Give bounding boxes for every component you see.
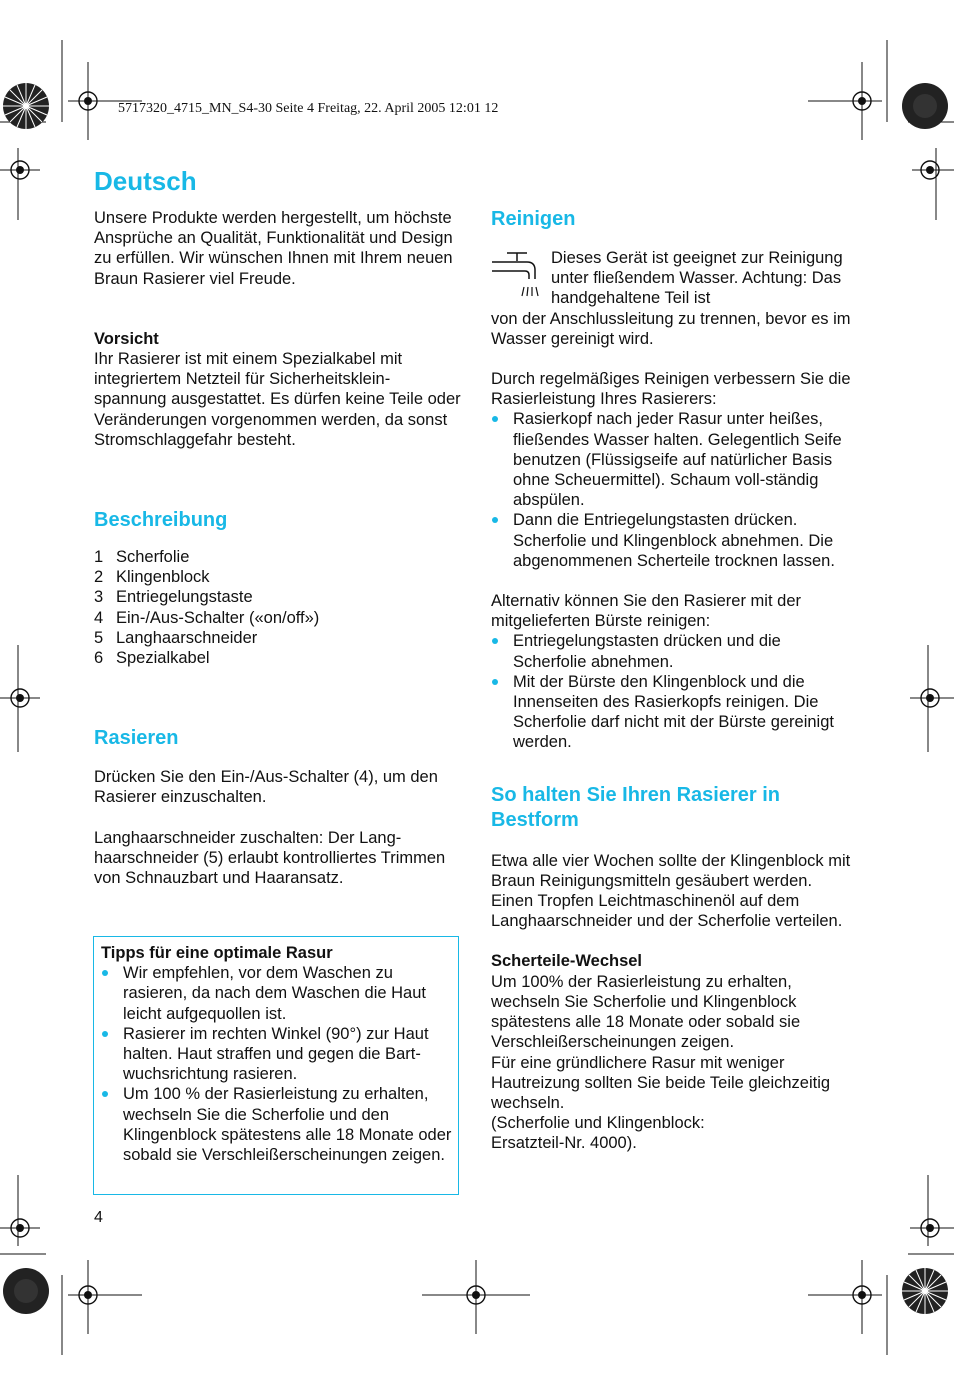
cleaning-heading: Reinigen [491,208,576,230]
list-item: Um 100 % der Rasierleistung zu erhalten, wechseln Sie die Scherfolie und den Klingenblock spätestens alle 18 Monate oder sobald sie Verschleißerscheinungen zeigen. [101,1084,453,1165]
intro-paragraph: Unsere Produkte werden hergestellt, um höchste Ansprüche an Qualität, Funktionalität und Design zu erfüllen. Wir wünschen Ihnen mit Ihrem neuen Braun Rasierer viel Freude. [94,209,453,288]
shaving-paragraph: Drücken Sie den Ein-/Aus-Schalter (4), um den Rasierer einzuschalten. [94,768,438,807]
list-item: Wir empfehlen, vor dem Waschen zu rasieren, da nach dem Waschen die Haut leicht aufgequollen ist. [101,963,453,1024]
item-label: Klingenblock [116,568,210,587]
page-header: 5717320_4715_MN_S4-30 Seite 4 Freitag, 22. April 2005 12:01 12 [118,101,499,116]
cleaning-intro-side: Dieses Gerät ist geeignet zur Reinigung unter fließendem Wasser. Achtung: Das handgehaltene Teil ist [551,249,843,308]
item-number: 3 [94,588,104,607]
cleaning-paragraph: Durch regelmäßiges Reinigen verbessern Sie die Rasierleistung Ihres Rasierers: [491,370,851,409]
description-heading: Beschreibung [94,509,228,532]
tips-content [101,943,453,1165]
replacement-heading: Scherteile-Wechsel [491,952,643,971]
list-item: Dann die Entriegelungstasten drücken. Scherfolie und Klingenblock abnehmen. Die abgenommenen Scherteile trocknen lassen. [491,510,857,571]
item-label: Entriegelungstaste [116,588,253,607]
list-item [94,587,462,607]
cleaning-intro-rest: von der Anschlussleitung zu trennen, bevor es im Wasser gereinigt wird. [491,309,851,348]
tips-heading: Tipps für eine optimale Rasur [101,944,333,962]
item-label: Langhaarschneider [116,628,258,647]
shaving-heading: Rasieren [94,727,179,750]
item-number: 2 [94,568,104,587]
list-item [94,567,462,587]
maintenance-paragraph: Etwa alle vier Wochen sollte der Klingenblock mit Braun Reinigungsmitteln gesäubert werden. Einen Tropfen Leichtmaschinenöl auf dem Langhaarschneider und der Scherfolie verteilen. [491,851,851,931]
caution-heading: Vorsicht [94,329,159,348]
list-item: Mit der Bürste den Klingenblock und die Innenseiten des Rasierkopfs reinigen. Die Scherfolie darf nicht mit der Bürste gereinigt werden. [491,672,857,753]
page-number: 4 [94,1209,103,1226]
list-item [94,608,462,628]
replacement-advice: Für eine gründlichere Rasur mit weniger Hautreizung sollten Sie beide Teile gleichzeitig wechseln. [491,1053,831,1112]
list-item [94,648,462,668]
tips-list [101,963,453,1165]
item-label: Ein-/Aus-Schalter («on/off») [116,608,320,627]
list-item [94,547,462,567]
item-label: Spezialkabel [116,649,210,668]
trimmer-paragraph: Langhaarschneider zuschalten: Der Lang-haarschneider (5) erlaubt kontrolliertes Trimmen von Schnauzbart und Haaransatz. [94,828,446,888]
right-column [491,207,857,1154]
caution-text: Ihr Rasierer ist mit einem Spezialkabel mit integriertem Netzteil für Sicherheitsklein-spannung ausgestattet. Es dürfen keine Teile oder Veränderungen vorgenommen werden, da sonst Stromschlaggefahr besteht. [94,350,461,449]
replacement-part-number: Ersatzteil-Nr. 4000). [491,1134,637,1153]
running-water-faucet-icon [491,251,543,299]
parts-list [94,547,462,668]
list-item: Entriegelungstasten drücken und die Scherfolie abnehmen. [491,631,857,671]
replacement-paragraph: Um 100% der Rasierleistung zu erhalten, wechseln Sie Scherfolie und Klingenblock spätestens alle 18 Monate oder sobald sie Verschleißerscheinungen zeigen. [491,972,801,1052]
item-number: 4 [94,608,104,627]
item-number: 5 [94,628,104,647]
item-number: 1 [94,548,104,567]
page-title: Deutsch [94,166,197,196]
brush-paragraph: Alternativ können Sie den Rasierer mit der mitgelieferten Bürste reinigen: [491,592,801,631]
tips-box [93,936,459,1195]
list-item: Rasierkopf nach jeder Rasur unter heißes, fließendes Wasser halten. Gelegentlich Seife benutzen (Flüssigseife auf natürlicher Basis ohne Scheuermittel). Schaum voll-ständig abspülen. [491,409,857,510]
brush-list [491,631,857,752]
maintenance-heading: So halten Sie Ihren Rasierer in Bestform [491,783,780,831]
item-label: Scherfolie [116,548,190,567]
replacement-parts: (Scherfolie und Klingenblock: [491,1114,705,1133]
list-item [94,628,462,648]
item-number: 6 [94,649,104,668]
left-column [94,208,462,888]
cleaning-list [491,409,857,571]
list-item: Rasierer im rechten Winkel (90°) zur Haut halten. Haut straffen und gegen die Bart-wuchsrichtung rasieren. [101,1024,453,1085]
